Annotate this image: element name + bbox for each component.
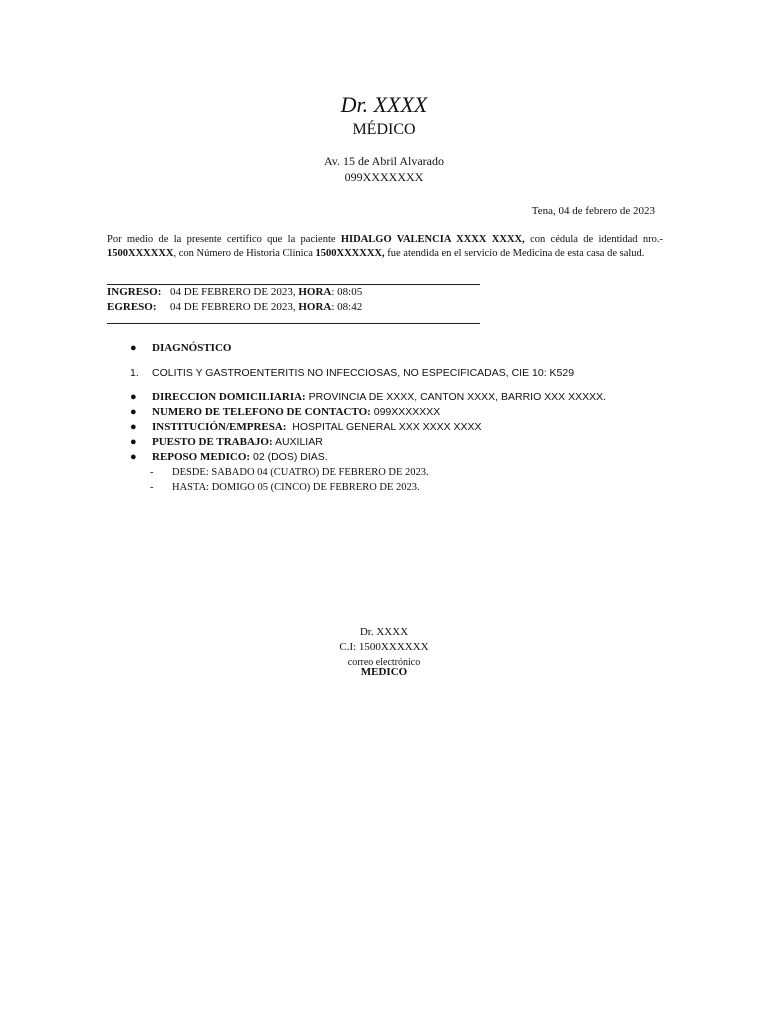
id-number: 1500XXXXXX [107, 248, 174, 259]
job-value: AUXILIAR [272, 436, 323, 448]
rest-to-row [150, 480, 420, 495]
diagnosis-heading-row [130, 341, 231, 356]
id-text: con cédula de identidad nro.- [524, 234, 663, 245]
egreso-hora-label: HORA [298, 301, 332, 313]
certificate-paragraph [107, 233, 663, 261]
certificate-intro: Por medio de la presente certifico que la paciente [107, 234, 341, 245]
address-value: PROVINCIA DE XXXX, CANTON XXXX, BARRIO XXX XXXXX. [305, 391, 607, 403]
doctor-title: MÉDICO [352, 121, 416, 138]
history-number: 1500XXXXXX, [315, 248, 385, 259]
signature-name: Dr. XXXX [359, 626, 409, 638]
rest-from-text: DESDE: SABADO 04 (CUATRO) DE FEBRERO DE 2023. [172, 467, 429, 478]
diagnosis-heading: DIAGNÓSTICO [152, 342, 232, 354]
egreso-label: EGRESO: [107, 301, 157, 313]
detail-address-row [130, 390, 606, 405]
egreso-date: 04 DE FEBRERO DE 2023, [170, 301, 299, 313]
dash-marker: - [150, 467, 154, 478]
bullet-icon: ● [130, 436, 137, 448]
ingreso-label: INGRESO: [107, 286, 162, 298]
bullet-icon: ● [130, 342, 137, 354]
rest-label: REPOSO MEDICO: [152, 451, 251, 463]
ingreso-hora-label: HORA [298, 286, 332, 298]
signature-title: MEDICO [360, 666, 408, 678]
bullet-icon: ● [130, 406, 137, 418]
rest-value: 02 (DOS) DIAS. [250, 451, 328, 463]
dash-marker: - [150, 482, 154, 493]
detail-institution-row [130, 420, 606, 435]
institution-label: INSTITUCIÓN/EMPRESA: [152, 421, 287, 433]
doctor-address: Av. 15 de Abril Alvarado [324, 154, 444, 168]
diagnosis-text: COLITIS Y GASTROENTERITIS NO INFECCIOSAS, NO ESPECIFICADAS, CIE 10: K529 [152, 367, 575, 379]
job-label: PUESTO DE TRABAJO: [152, 436, 273, 448]
certificate-closing: fue atendida en el servicio de Medicina de esta casa de salud. [384, 248, 645, 259]
phone-label: NUMERO DE TELEFONO DE CONTACTO: [152, 406, 371, 418]
bullet-icon: ● [130, 451, 137, 463]
diagnosis-item [130, 366, 574, 381]
rest-to-text: HASTA: DOMIGO 05 (CINCO) DE FEBRERO DE 2023. [172, 482, 420, 493]
rest-from-row [150, 465, 429, 480]
date-line: Tena, 04 de febrero de 2023 [531, 205, 655, 217]
signature-email: correo electrónico [347, 657, 421, 668]
address-label: DIRECCION DOMICILIARIA: [152, 391, 306, 403]
ingreso-hora: : 08:05 [331, 286, 363, 298]
doctor-name-heading: Dr. XXXX [340, 92, 428, 117]
phone-value: 099XXXXXXX [370, 406, 441, 418]
ingreso-date: 04 DE FEBRERO DE 2023, [170, 286, 299, 298]
patient-name: HIDALGO VALENCIA XXXX XXXX, [340, 234, 525, 245]
signature-ci: C.I: 1500XXXXXX [339, 641, 429, 653]
history-text: , con Número de Historia Clínica [173, 248, 316, 259]
detail-rest-row [130, 450, 606, 465]
doctor-phone: 099XXXXXXX [344, 170, 424, 184]
egreso-row [107, 300, 362, 315]
divider-bottom [107, 323, 480, 324]
bullet-icon: ● [130, 391, 137, 403]
detail-job-row [130, 435, 606, 450]
bullet-icon: ● [130, 421, 137, 433]
details-list [130, 390, 606, 465]
ingreso-row [107, 285, 362, 300]
diagnosis-number: 1. [130, 367, 139, 379]
institution-value: HOSPITAL GENERAL XXX XXXX XXXX [286, 421, 482, 433]
detail-phone-row [130, 405, 606, 420]
egreso-hora: : 08:42 [331, 301, 363, 313]
